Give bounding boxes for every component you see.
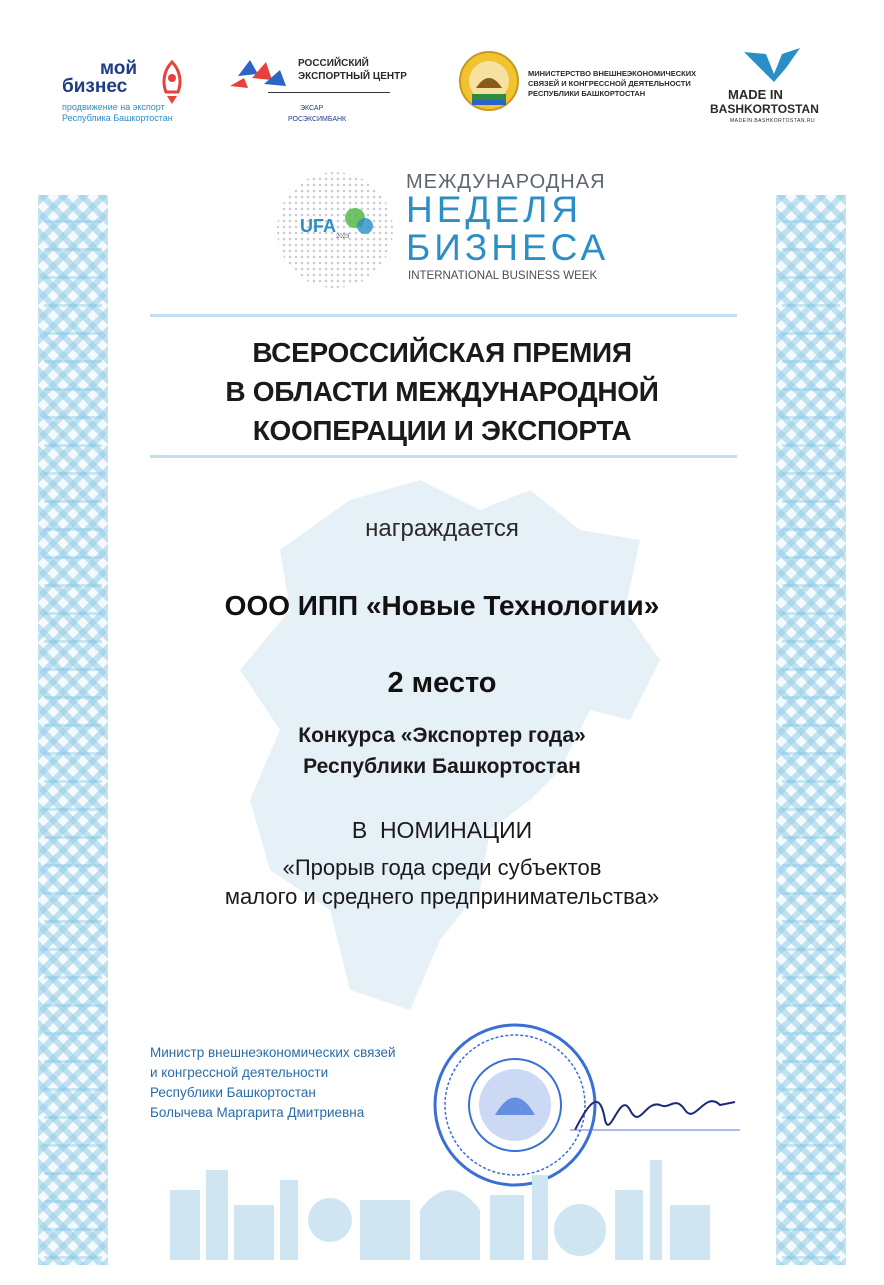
event-title-line2: НЕДЕЛЯ (406, 189, 583, 230)
made-in-url: MADEIN.BASHKORTOSTAN.RU (730, 118, 816, 124)
awarded-label: награждается (365, 515, 519, 542)
signatory-line3: Республики Башкортостан (150, 1085, 316, 1100)
rec-partner1: ЭКСАР (300, 105, 324, 112)
ufa-globe-year: 2023 (336, 234, 350, 240)
rec-divider (268, 92, 390, 93)
ministry-line2: СВЯЗЕЙ И КОНГРЕССНОЙ ДЕЯТЕЛЬНОСТИ (528, 79, 691, 88)
bird-icon (742, 44, 802, 84)
signatory-block (150, 1043, 396, 1123)
award-title (0, 333, 884, 450)
company-name: ООО ИПП «Новые Технологии» (224, 590, 660, 621)
moy-biznes-sub2: Республика Башкортостан (62, 113, 173, 123)
rec-emblem-icon (228, 56, 290, 90)
event-title-line3: БИЗНЕСА (406, 227, 610, 268)
contest-line1: Конкурса «Экспортер года» (298, 724, 586, 747)
ministry-line1: МИНИСТЕРСТВО ВНЕШНЕЭКОНОМИЧЕСКИХ (528, 69, 697, 78)
contest-line2: Республики Башкортостан (303, 755, 581, 778)
made-in-line1: MADE IN (728, 87, 783, 102)
rec-line1: РОССИЙСКИЙ (298, 58, 369, 69)
event-title-line4: INTERNATIONAL BUSINESS WEEK (408, 270, 598, 282)
award-title-line1: ВСЕРОССИЙСКАЯ ПРЕМИЯ (252, 337, 632, 368)
signatory-line2: и конгрессной деятельности (150, 1065, 329, 1080)
place-label: 2 место (387, 667, 497, 699)
rocket-icon (158, 60, 186, 104)
award-title-line2: В ОБЛАСТИ МЕЖДУНАРОДНОЙ (225, 376, 659, 407)
bashkortostan-emblem-icon (458, 48, 520, 114)
moy-biznes-line1: мой (100, 58, 138, 79)
ufa-globe-text: UFA (300, 216, 336, 236)
made-in-line2: BASHKORTOSTAN (710, 102, 819, 116)
moy-biznes-line2: бизнес (62, 76, 128, 97)
made-in-bashkortostan-logo (710, 44, 850, 124)
nomination-label: В НОМИНАЦИИ (351, 817, 533, 843)
ministry-logo (458, 48, 697, 118)
bashkortostan-map-watermark (230, 470, 670, 1030)
moy-biznes-sub1: продвижение на экспорт (62, 102, 165, 112)
moy-biznes-logo (62, 60, 212, 130)
nomination-line2: малого и среднего предпринимательства» (224, 884, 660, 909)
signatory-line4: Болычева Маргарита Дмитриевна (150, 1105, 365, 1120)
signature (570, 1080, 740, 1150)
title-top-rule (150, 314, 737, 317)
rec-logo (228, 52, 407, 128)
nomination-line1: «Прорыв года среди субъектов (282, 855, 602, 880)
award-title-line3: КООПЕРАЦИИ И ЭКСПОРТА (252, 415, 632, 446)
ministry-line3: РЕСПУБЛИКИ БАШКОРТОСТАН (528, 89, 646, 98)
title-bottom-rule (150, 455, 737, 458)
rec-partner2: РОСЭКСИМБАНК (288, 116, 347, 123)
skyline-decoration (160, 1150, 720, 1260)
signatory-line1: Министр внешнеэкономических связей (150, 1045, 396, 1060)
rec-line2: ЭКСПОРТНЫЙ ЦЕНТР (298, 71, 407, 82)
event-title-line1: МЕЖДУНАРОДНАЯ (406, 171, 606, 193)
